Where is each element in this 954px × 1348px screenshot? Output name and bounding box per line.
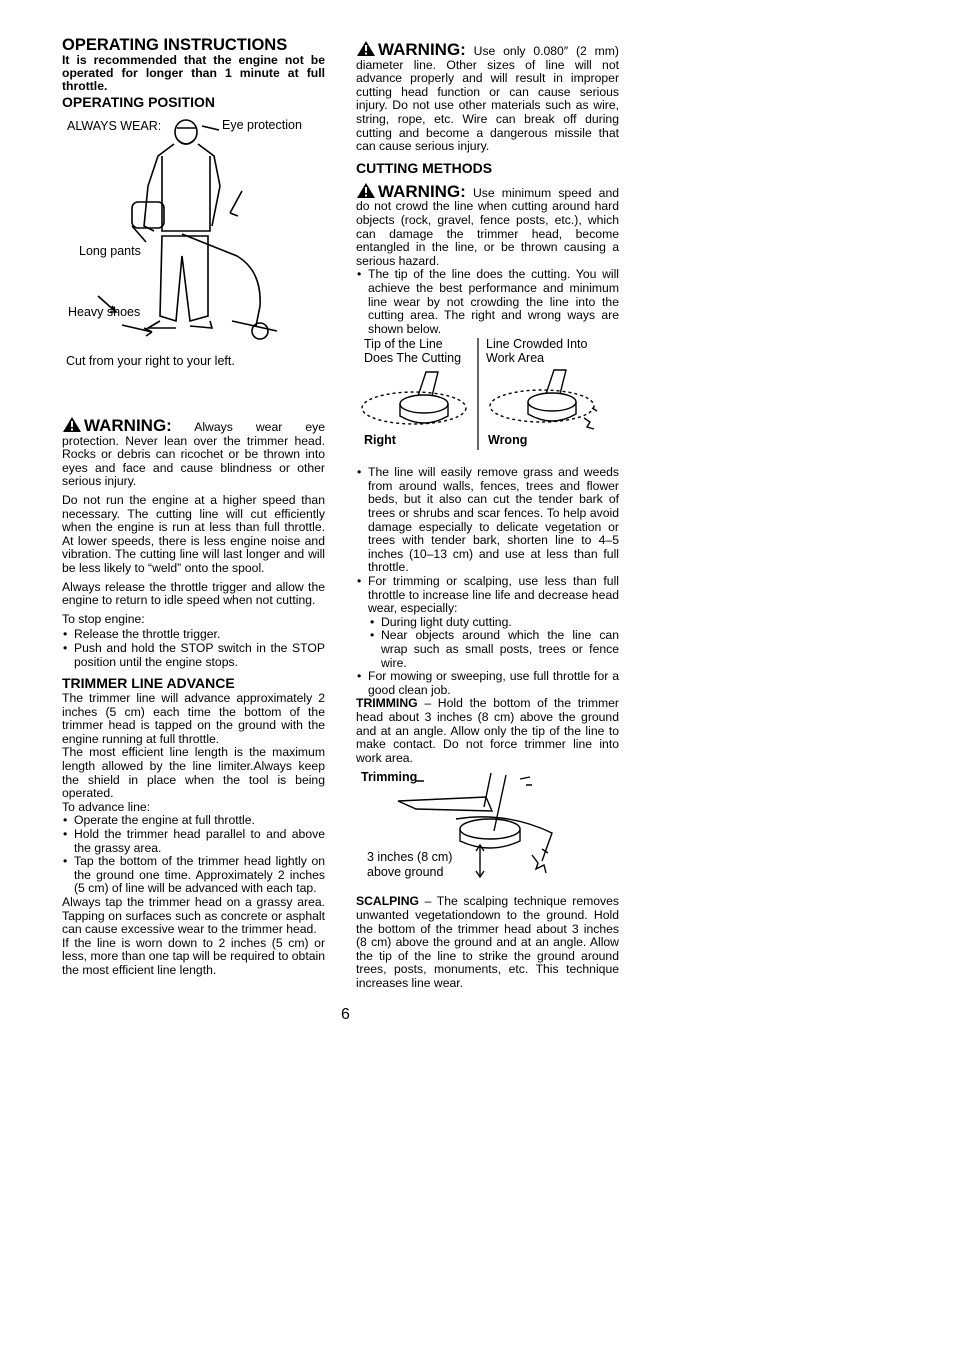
- warning-text: Use minimum speed and do not crowd the line when cutting around hard objects (rock, gravel, fence posts, etc.), which can damage the trimmer head, become entangled in the line, or be thrown causing a serious hazard.: [356, 185, 619, 268]
- warning-triangle-icon: [356, 182, 376, 199]
- scalping-text: – The scalping technique removes unwanted vegetationdown to the ground. Hold the bottom of the trimmer head about 3 inches (8 cm) above the ground and at an angle. Allow the tip of the line to strike the ground around trees, posts, monuments, etc. This technique increases line wear.: [356, 894, 619, 990]
- list-item: • Operate the engine at full throttle.: [62, 814, 325, 828]
- wrong-caption-line2: Work Area: [486, 351, 545, 366]
- stop-engine-steps: [62, 628, 325, 669]
- operator-illustration: [62, 116, 325, 351]
- operating-position-figure: [62, 116, 325, 384]
- right-caption-line2: Does The Cutting: [364, 351, 462, 366]
- list-item: • The tip of the line does the cutting. You will achieve the best performance and minimum line wear by not crowding the line into the cutting area. The right and wrong ways are shown below.: [356, 268, 619, 336]
- right-label: Right: [364, 433, 396, 448]
- advance-paragraph-2: The most efficient line length is the maximum length allowed by the line limiter.Always keep the shield in place when the tool is being operated.: [62, 745, 325, 801]
- list-item: • The line will easily remove grass and weeds from around walls, fences, trees and flower beds, but it also can cut the tender bark of trees or shrubs and scar fences. To help avoid damage especially to delicate vegetation or trees with tender bark, shorten line to 4–5 inches (10–13 cm) and use at less than full throttle.: [356, 466, 619, 575]
- throttle-sub-list: [356, 616, 619, 670]
- eye-protection-label: Eye protection: [222, 118, 302, 132]
- intro-note: It is recommended that the engine not be operated for longer than 1 minute at full throttle.: [62, 53, 325, 93]
- trimming-figure-title: Trimming: [361, 770, 418, 785]
- scalping-term: SCALPING: [356, 894, 419, 909]
- trimming-illustration: [356, 771, 619, 889]
- list-item: • Hold the trimmer head parallel to and above the grassy area.: [62, 828, 325, 855]
- wrong-label: Wrong: [488, 433, 528, 448]
- advance-paragraph-3: Always tap the trimmer head on a grassy area. Tapping on surfaces such as concrete or asphalt can cause excessive wear to the trimmer head.: [62, 895, 325, 937]
- list-item: • Near objects around which the line can wrap such as small posts, trees or fence wire.: [369, 629, 619, 670]
- cutting-comparison-illustration: [356, 338, 619, 460]
- list-item: • For mowing or sweeping, use full throttle for a good clean job.: [356, 670, 619, 697]
- advance-paragraph-1: The trimmer line will advance approximately 2 inches (5 cm) each time the bottom of the trimmer head is tapped on the ground with the engine running at full throttle.: [62, 691, 325, 746]
- trimming-text: – Hold the bottom of the trimmer head about 3 inches (8 cm) above the ground and at an angle. Allow only the tip of the line to make contact. Do not force trimmer line into work area.: [356, 696, 619, 765]
- advance-paragraph-4: If the line is worn down to 2 inches (5 cm) or less, more than one tap will be required to obtain the most efficient line length.: [62, 935, 325, 977]
- warning-text: Always wear eye protection. Never lean over the trimmer head. Rocks or debris can ricochet or be thrown into eyes and face and cause blindness or other serious injury.: [62, 420, 325, 489]
- page-title: OPERATING INSTRUCTIONS: [62, 36, 288, 54]
- cutting-tips-list: [356, 466, 619, 616]
- list-item: • Release the throttle trigger.: [62, 628, 325, 642]
- list-item: • During light duty cutting.: [369, 616, 619, 630]
- right-column: [356, 40, 619, 996]
- eye-warning: [62, 416, 325, 489]
- warning-triangle-icon: [62, 416, 82, 433]
- page-number: 6: [341, 1006, 350, 1023]
- stop-engine-intro: To stop engine:: [62, 611, 145, 626]
- mowing-list: [356, 670, 619, 697]
- warning-label: WARNING:: [378, 181, 466, 201]
- hard-objects-warning: [356, 182, 619, 269]
- cutting-methods-heading: CUTTING METHODS: [356, 159, 493, 176]
- scalping-paragraph: [356, 895, 619, 990]
- warning-label: WARNING:: [84, 416, 172, 435]
- warning-text: Use only 0.080″ (2 mm) diameter line. Other sizes of line will not advance properly and will result in improper cutting head function or can cause serious injury. Do not use other materials such as wire, string, rope, etc. Wire can break off during cutting and become a dangerous missile that can cause serious injury.: [356, 44, 619, 154]
- right-caption-line1: Tip of the Line: [364, 337, 443, 352]
- trimming-paragraph: [356, 697, 619, 765]
- advance-steps: [62, 814, 325, 896]
- engine-speed-paragraph: Do not run the engine at a higher speed than necessary. The cutting line will cut efficiently when the engine is run at less than full throttle. At lower speeds, there is less engine noise and vibration. The cutting line will last longer and will be less likely to “weld” onto the spool.: [62, 492, 325, 575]
- measure-line1: 3 inches (8 cm): [367, 850, 453, 865]
- measure-line2: above ground: [367, 865, 444, 880]
- heavy-shoes-label: Heavy shoes: [68, 305, 141, 319]
- always-wear-label: ALWAYS WEAR:: [67, 119, 162, 133]
- wrong-caption-line1: Line Crowded Into: [486, 337, 588, 352]
- operating-position-heading: OPERATING POSITION: [62, 94, 215, 110]
- list-item: • Push and hold the STOP switch in the STOP position until the engine stops.: [62, 642, 325, 669]
- line-size-warning: [356, 40, 619, 154]
- long-pants-label: Long pants: [79, 244, 141, 258]
- list-item: • For trimming or scalping, use less than full throttle to increase line life and decrease head wear, especially:: [356, 575, 619, 616]
- list-item: • Tap the bottom of the trimmer head lightly on the ground one time. Approximately 2 inches (5 cm) of line will be advanced with each tap.: [62, 855, 325, 896]
- warning-triangle-icon: [356, 40, 376, 57]
- trimmer-line-advance-heading: TRIMMER LINE ADVANCE: [62, 675, 235, 692]
- throttle-release-paragraph: Always release the throttle trigger and allow the engine to return to idle speed when not cutting.: [62, 579, 325, 608]
- warning-label: WARNING:: [378, 40, 466, 59]
- figure-caption: Cut from your right to your left.: [66, 354, 235, 368]
- right-wrong-figure: [356, 338, 619, 460]
- line-tip-list: [356, 268, 619, 336]
- trimming-term: TRIMMING: [356, 696, 418, 711]
- left-column: [62, 36, 325, 983]
- trimming-figure: [356, 771, 619, 889]
- advance-intro: To advance line:: [62, 799, 151, 814]
